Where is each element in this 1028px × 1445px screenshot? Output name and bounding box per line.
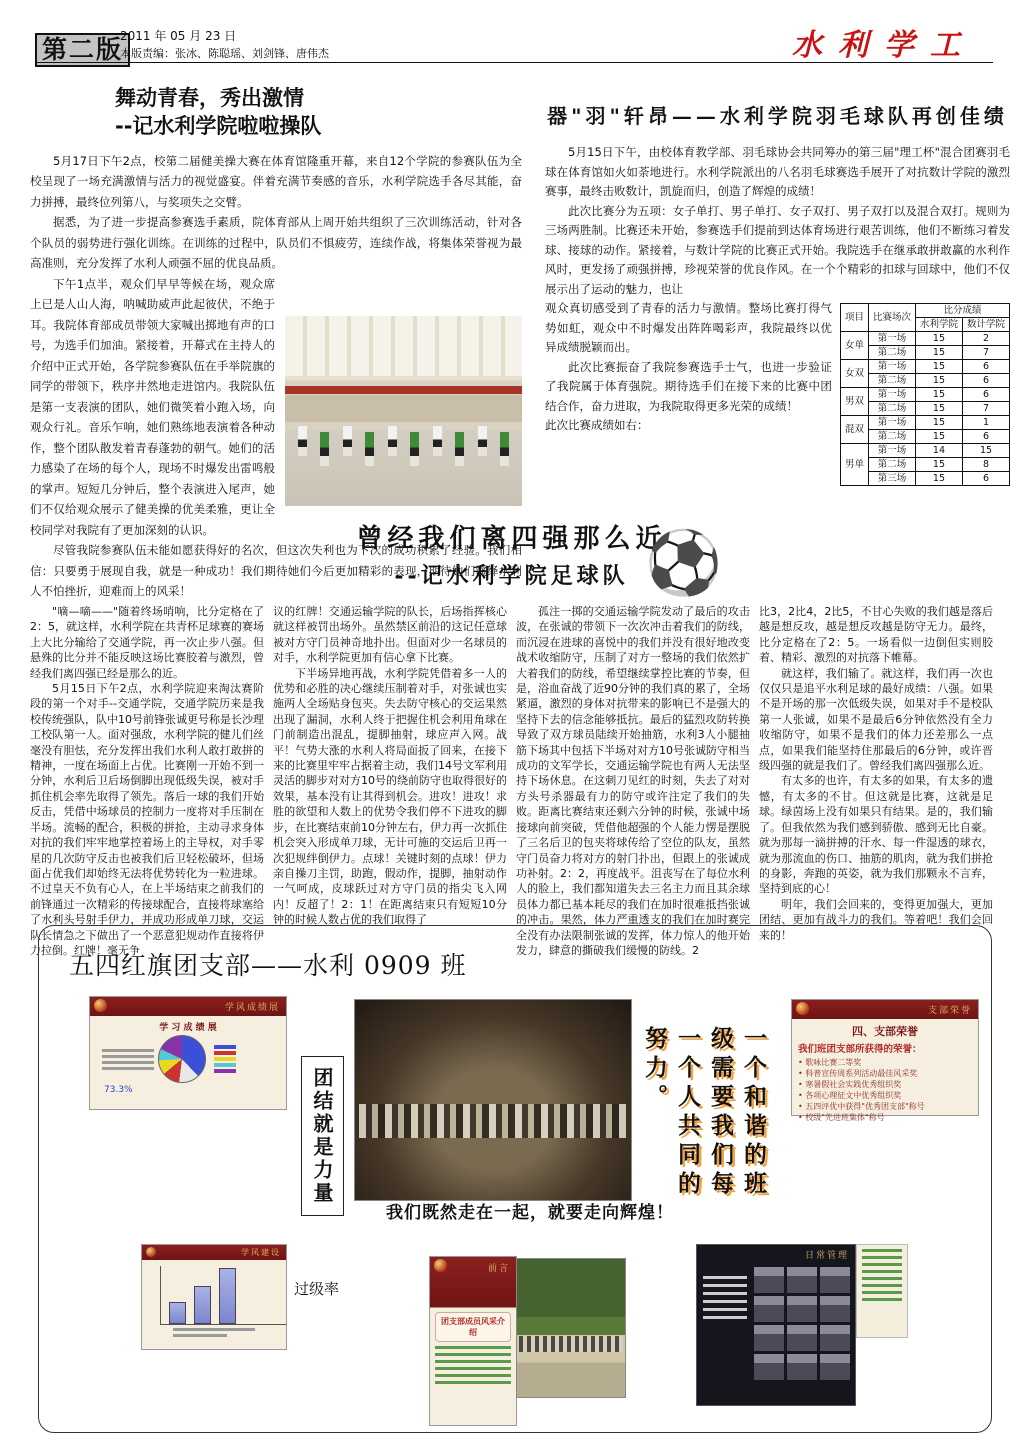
table-row: 混双 第一场 15 1 — [840, 416, 1009, 430]
photo-stand — [285, 395, 522, 422]
pie-percentage-label: 73.3% — [104, 1085, 133, 1095]
slide-branch-honors — [791, 999, 979, 1122]
league-emblem-icon — [434, 1259, 447, 1272]
th-game: 比赛场次 — [868, 304, 915, 332]
slide-header: 前言 — [487, 1264, 510, 1274]
class-outdoor-group-photo — [516, 1258, 626, 1398]
table-row: 女双 第一场 15 6 — [840, 360, 1009, 374]
editors-line: 本版责编：张冰、陈聪瑶、刘剑锋、唐伟杰 — [120, 47, 329, 60]
slide-title: 四、支部荣誉 — [852, 1025, 918, 1038]
slide-header: 日常管理 — [804, 1251, 849, 1261]
title-line1: 舞动青春，秀出激情 — [115, 86, 304, 110]
text-block — [703, 1271, 747, 1324]
honor-item: • 寒暑假社会实践优秀组织奖 — [798, 1079, 978, 1090]
table-row: 第二场 15 8 — [840, 458, 1009, 472]
table-row: 男单 第一场 14 15 — [840, 444, 1009, 458]
title-line2: --记水利学院啦啦操队 — [115, 114, 322, 139]
slide-study-style — [141, 1244, 287, 1350]
masthead-title: 水利学工 — [792, 28, 976, 63]
article-title — [115, 84, 522, 141]
slide-study-results — [89, 996, 287, 1110]
green-text-block — [430, 1346, 516, 1384]
class-night-group-photo — [354, 999, 632, 1201]
edition-label: 第二版 — [35, 33, 130, 67]
table-row: 第三场 15 6 — [840, 472, 1009, 486]
issue-date: 2011 年 05 月 23 日 — [120, 29, 237, 43]
paragraph: 此次比赛成绩如右： — [545, 418, 649, 432]
slide-header: 支部荣誉 — [792, 1000, 978, 1019]
column-1: "嘀—嘀——"随着终场哨响，比分定格在了2：5，就这样，水利学院在共青杯足球赛的赛场上大比分输给了交通学院，再一次止步八强。但悬殊的比分并不能反映这场比赛胶着与激烈，曾经我们离四强已经是那么的近。 5月15日下午2点，水利学院迎来淘汰赛阶段的第一个对手--交通学院，交通学院历来是我校传统强队，队中10号前锋张诚更号称是长沙理工校队第一人。面对强敌，水利学院的健儿们丝毫没有胆怯，充分发挥出我们水利人敢打敢拼的精神，一度在场面上占优。比赛刚一开始不到一分钟，水利后卫后场倒脚出现低级失误，被对手抓住机会率先取得了领先。落后一球的我们开始反击，凭借中场球员的控制力一度将对手压制在半场。流畅的配合，积极的拼抢，主动寻求身体对抗的我们牢牢地掌控着场上的主导权，对手零星的几次防守反击也被我们后卫轻松破坏，但场面占优我们却始终无法将优势转化为一粒进球。不过皇天不负有心人，在上半场结束之前我们的前锋通过一次精彩的传接球配合，直接将球塞给了水利头号射手伊力，并成功形成单刀球，交运队长情急之下做出了一个恶意犯规动作直接将伊力拉倒。红牌！毫无争 — [30, 605, 264, 957]
column-3: 孤注一掷的交通运输学院发动了最后的攻击波，在张诚的带领下一次次冲击着我们的防线，而沉浸在进球的喜悦中的我们并没有很好地改变战术收缩防守，压制了对方一整场的我们依然扩大着我们的防线，希望继续掌控比赛的节奏，但是，浴血奋战了近90分钟的我们真的累了，全场紧逼，激烈的身体对抗带来的影响已不是强大的坚持下去的信念能够抵抗。最后的猛烈攻防转换导致了双方球员陆续开始抽筋，水利3人小腿抽筋下场其中包括下半场对对方10号张诚防守相当成功的文军学长，交通运输学院也有两人无法坚持下场休息。在这刺刀见红的时刻，失去了对对方头号杀器最有力的防守或许注定了我们的失败。距离比赛结束还剩六分钟的时候，张诚中场接球向前突破，凭借他超强的个人能力愣是摆脱了三名后卫的包夹将球传给了空位的队友，虽然守门员奋力将对方的射门扑出，但跟上的张诚成功补射。2：2，再度战平。沮丧写在了每位水利人的脸上，我们都知道失去三名主力而且其余球员体力都已基本耗尽的我们在加时很难抵挡张诚的冲击。果然，体力严重透支的我们在加时赛完全没有办法限制张诚的发挥，体力惊人的他开始发力，肆意的撕破我们缓慢的防线。2 — [516, 605, 750, 957]
table-row: 第二场 15 7 — [840, 346, 1009, 360]
article-title: 器"羽"轩昂——水利学院羽毛球队再创佳绩 — [547, 104, 1008, 128]
paragraph: 下午1点半，观众们早早等候在场，观众席上已是人山人海，呐喊助威声此起彼伏，不绝于耳。我院体育部成员带领大家喊出掷地有声的口号，为选手们加油。紧接着，开幕式在主持人的介绍中正式开始，各学院参赛队伍在手举院旗的同学的带领下，秩序井然地走进馆内。我院队伍是第一支表演的团队，她们微笑着小跑入场，向观众行礼。音乐乍响，她们熟练地表演着各种动作，整个团队散发着青春蓬勃的朝气。她们的活力感染了在场的每个人，现场不时爆发出雷鸣般的掌声。短短几分钟后，整个表演进入尾声，她们不仅给观众展示了健美操的优美柔雅，更让全校同学对我院有了更加深刻的认识。 — [30, 276, 275, 537]
grades-pie-chart — [158, 1035, 206, 1083]
league-emblem-icon — [146, 1247, 156, 1257]
slide-foreword — [429, 1256, 517, 1426]
pass-rate-bar-chart — [160, 1266, 286, 1325]
paragraph: 据悉，为了进一步提高参赛选手素质，院体育部从上周开始共组织了三次训练活动，针对各个队员的弱势进行强化训练。在训练的过程中，队员们不惧疲劳，连续作战，将集体荣誉视为最高准则，充分发挥了水利人顽强不屈的优良品质。 — [30, 215, 522, 271]
slide-daily-management — [696, 1244, 856, 1406]
paragraph: 5月15日下午，由校体育教学部、羽毛球协会共同筹办的第三届"理工杯"混合团赛羽毛球在体育馆如火如荼地进行。水利学院派出的八名羽毛球赛选手展开了对抗数计学院的激烈赛事，最终击败数计，凯旋而归，创造了辉煌的成绩！ — [545, 145, 1010, 198]
photo-thumbnail-grid — [754, 1267, 850, 1380]
pass-rate-label: 过级率 — [294, 1280, 340, 1298]
article-tail — [545, 299, 1010, 484]
article-columns — [30, 604, 993, 958]
chart-legend — [169, 1328, 259, 1337]
text-block — [98, 1046, 158, 1073]
honor-item: • 五四评优中获得"优秀团支部"称号 — [798, 1101, 978, 1112]
honors-list — [798, 1057, 978, 1123]
photo-people — [519, 1336, 623, 1352]
feature-title: 五四红旗团支部——水利 0909 班 — [69, 951, 467, 980]
slide-header: 学风建设 — [142, 1245, 286, 1260]
honor-item: • 歌咏比赛二等奖 — [798, 1057, 978, 1068]
pie-legend — [214, 1043, 236, 1075]
soccer-ball-icon: ⚽ — [645, 526, 723, 599]
table-row: 第二场 15 6 — [840, 374, 1009, 388]
green-note-block — [856, 1244, 908, 1338]
table-row: 男双 第一场 15 6 — [840, 388, 1009, 402]
paragraph: 此次比赛振奋了我院参赛选手士气，也进一步验证了我院属于体育强院。期待选手们在接下来的比赛中团结合作，奋力进取，为我院取得更多光荣的成绩！ — [545, 359, 832, 413]
unity-slogan-box: 团结就是力量 — [301, 1056, 344, 1216]
league-emblem-icon — [796, 1002, 809, 1015]
header-divider — [35, 62, 993, 63]
slide-center-text: 团支部成员风采介绍 — [435, 1312, 511, 1342]
table-row: 女单 第一场 15 2 — [840, 332, 1009, 346]
column-2: 议的红牌！交通运输学院的队长，后场指挥核心就这样被罚出场外。虽然禁区前沿的这记任意球被对方守门员神奇地扑出。但面对少一名球员的对手，水利学院更加有信心拿下比赛。 下半场异地再战，水利学院凭借着多一人的优势和必胜的决心继续压制着对手，对张诚也实施两人全场贴身包夹。失去防守核心的交运果然出现了漏洞，水利人终于把握住机会利用角球在门前制造出混乱，提脚抽射，球应声入网。战平！气势大涨的水利人将局面扳了回来，在接下来的比赛里牢牢占据着主动，我们14号文军利用灵活的脚步对对方10号的绕前防守也取得很好的效果，基本没有让其得到机会。进攻！进攻！求胜的欲望和人数上的优势令我们停不下进攻的脚步，在比赛结束前10分钟左右，伊力再一次抓住机会突入形成单刀球，无计可施的交运后卫再一次犯规绊倒伊力。点球！关键时刻的点球！伊力亲自操刀主罚，助跑，假动作，提脚，抽射动作一气呵成，皮球跃过对方守门员的指尖飞入网内！反超了！2：1！在距离结束只有短短10分钟的时候人数占优的我们取得了 — [273, 605, 507, 927]
slide-title: 学 习 成 绩 展 — [159, 1023, 217, 1033]
table-row: 第二场 15 7 — [840, 402, 1009, 416]
table-row: 第二场 15 6 — [840, 430, 1009, 444]
honor-item: • 各项心理征文中优秀组织奖 — [798, 1090, 978, 1101]
article-badminton — [545, 100, 1010, 490]
photo-banner — [285, 386, 522, 394]
slide-body — [90, 1033, 286, 1085]
title-line1: 曾经我们离四强那么近 — [356, 524, 667, 554]
photo-people — [359, 1104, 627, 1138]
column-4: 比3，2比4，2比5，不甘心失败的我们越是落后越是想反攻，越是想反攻越是防守无力。最终，比分定格在了2：5。一场看似一边倒但实则胶着、精彩、激烈的对抗落下帷幕。 就这样，我们输了。就这样，我们再一次也仅仅只是追平水利足球的最好成绩：八强。如果不是开场的那一次低级失误，如果对手不是校队第一人张诚，如果不是最后6分钟依然没有全力收缩防守，如果不是我们的体力还差那么一点点，如果我们能坚持住那最后的6分钟，或许晋级四强的就是我们了。曾经我们离四强那么近。 有太多的也许，有太多的如果，有太多的遗憾，有太多的不甘。但这就是比赛，这就是足球。绿茵场上没有如果只有结果。是的，我们输了。但我依然为我们感到骄傲、感到无比自豪。就为那每一滴拼搏的汗水、每一件湿透的球衣，就为那流血的伤口、抽筋的肌肉，就为我们拼抢的身影，奔跑的英姿，就为我们那颗永不言弃，坚持到底的心！ 明年，我们会回来的，变得更加强大，更加团结、更加有战斗力的我们。等着吧！我们会回来的！ — [759, 605, 993, 942]
paragraph: 此次比赛分为五项：女子单打、男子单打、女子双打、男子双打以及混合双打。规则为三场两胜制。比赛还未开始，参赛选手们提前到达体育场进行艰苦训练，他们不断练习着发球、接球的动作。紧接着，与数计学院的比赛正式开始。我院选手在继承敢拼敢赢的水利作风时，更发扬了顽强拼搏，珍视荣誉的优良作风。在一个个精彩的扣球与回球中，他们不仅展示出了运动的魅力，也让 — [545, 203, 1010, 296]
honor-item: • 科普宣传周系列活动最佳风采奖 — [798, 1068, 978, 1079]
paragraph: 尽管我院参赛队伍未能如愿获得好的名次，但这次失利也为下次的成功积累了经验。我们相信：只要勇于展现自我，就是一种成功！我们期待她们今后更加精彩的表现，期待她们演绎水利人不怕挫折，迎难而上的风采！ — [30, 543, 522, 599]
score-table — [840, 303, 1010, 486]
photo-people — [291, 426, 516, 466]
article-football — [30, 518, 993, 958]
title-line2: --记水利学院足球队 — [394, 563, 629, 589]
th-team1: 水利学院 — [915, 318, 962, 332]
th-score: 比分成绩 — [915, 304, 1009, 318]
th-team2: 数计学院 — [962, 318, 1009, 332]
paragraph: 观众真切感受到了青春的活力与激情。整场比赛打得气势如虹，观众中不时爆发出阵阵喝彩声，我院最终以优异成绩脱颖而出。 — [545, 301, 832, 354]
th-event: 项目 — [840, 304, 868, 332]
cheerleading-gym-photo — [285, 316, 522, 506]
slide-subtitle: 我们班团支部所获得的荣誉： — [798, 1044, 922, 1055]
slide-header: 学风成绩展 — [90, 997, 286, 1016]
league-emblem-icon — [94, 999, 107, 1012]
honor-item: • 校级"先进班集体"称号 — [798, 1112, 978, 1123]
feature-box-class-0909 — [38, 925, 992, 1433]
harmony-slogan-vertical: 一个和谐的班级需要我们每一个人共同的努力。 — [641, 1026, 766, 1200]
photo-ceiling — [285, 316, 522, 377]
feature-caption: 我们既然走在一起，就要走向辉煌！ — [386, 1203, 674, 1223]
article-body — [545, 143, 1010, 484]
paragraph: 5月17日下午2点，校第二届健美操大赛在体育馆隆重开幕，来自12个学院的参赛队伍为全校呈现了一场充满激情与活力的视觉盛宴。伴着充满节奏感的音乐，水利学院选手各尽其能，奋力拼搏，最终位列第八，与奖项失之交臂。 — [30, 153, 522, 209]
